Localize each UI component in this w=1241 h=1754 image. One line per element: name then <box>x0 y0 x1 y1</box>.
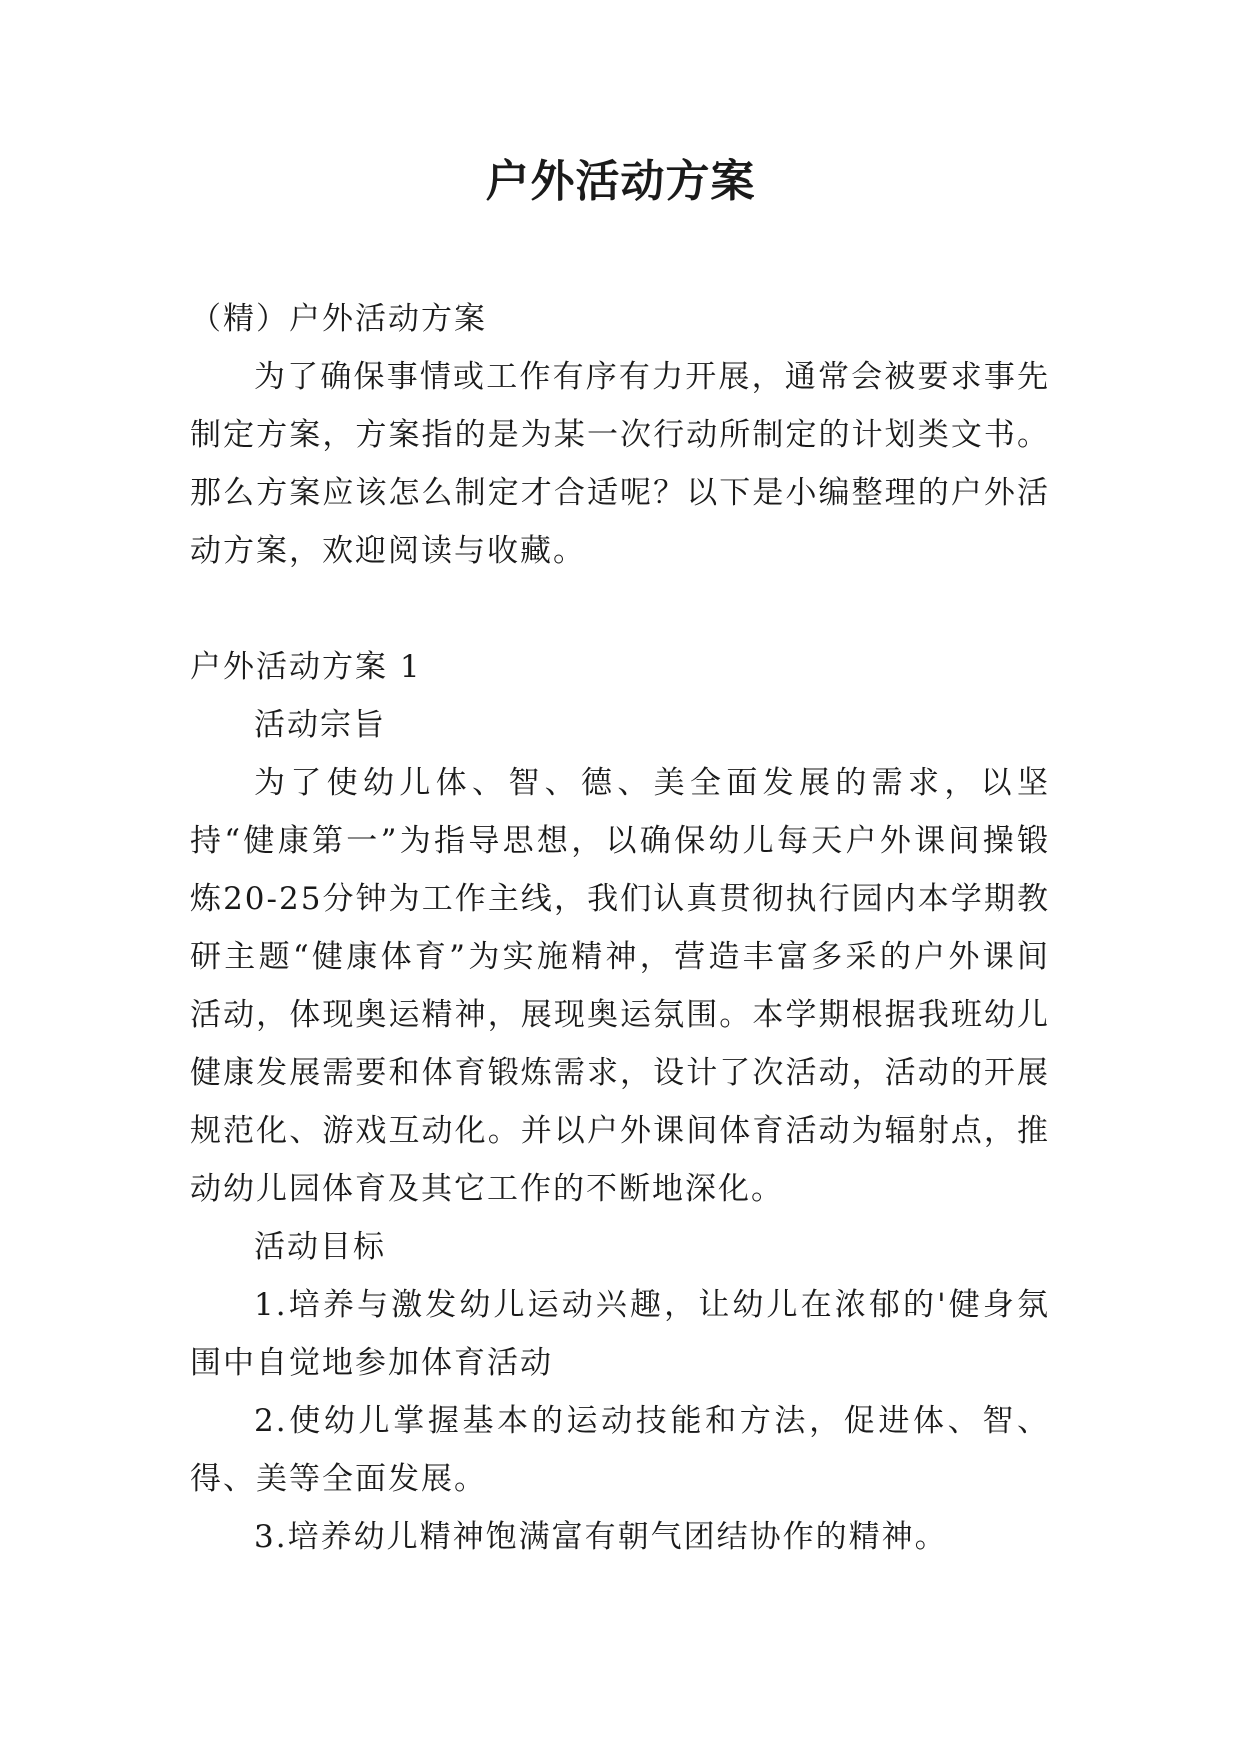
document-subtitle: （精）户外活动方案 <box>190 301 487 337</box>
document-title: 户外活动方案 <box>485 156 756 207</box>
goal-item-2: 2.使幼儿掌握基本的运动技能和方法，促进体、智、得、美等全面发展。 <box>190 1403 1050 1497</box>
section-title: 户外活动方案 1 <box>190 649 422 685</box>
section-spacer <box>190 580 1050 638</box>
purpose-heading: 活动宗旨 <box>254 707 386 743</box>
goal-item-1: 1.培养与激发幼儿运动兴趣，让幼儿在浓郁的'健身氛围中自觉地参加体育活动 <box>190 1287 1050 1381</box>
goals-heading: 活动目标 <box>254 1229 386 1265</box>
goal-item-3: 3.培养幼儿精神饱满富有朝气团结协作的精神。 <box>254 1519 948 1555</box>
purpose-paragraph: 为了使幼儿体、智、德、美全面发展的需求，以坚持“健康第一”为指导思想，以确保幼儿每天户外课间操锻炼20-25分钟为工作主线，我们认真贯彻执行园内本学期教研主题“健康体育”为实施精神，营造丰富多采的户外课间活动，体现奥运精神，展现奥运氛围。本学期根据我班幼儿健康发展需要和体育锻炼需求，设计了次活动，活动的开展规范化、游戏互动化。并以户外课间体育活动为辐射点，推动幼儿园体育及其它工作的不断地深化。 <box>190 765 1050 1207</box>
intro-paragraph: 为了确保事情或工作有序有力开展，通常会被要求事先制定方案，方案指的是为某一次行动所制定的计划类文书。那么方案应该怎么制定才合适呢？以下是小编整理的户外活动方案，欢迎阅读与收藏。 <box>190 359 1050 569</box>
document-body <box>190 290 1050 1566</box>
